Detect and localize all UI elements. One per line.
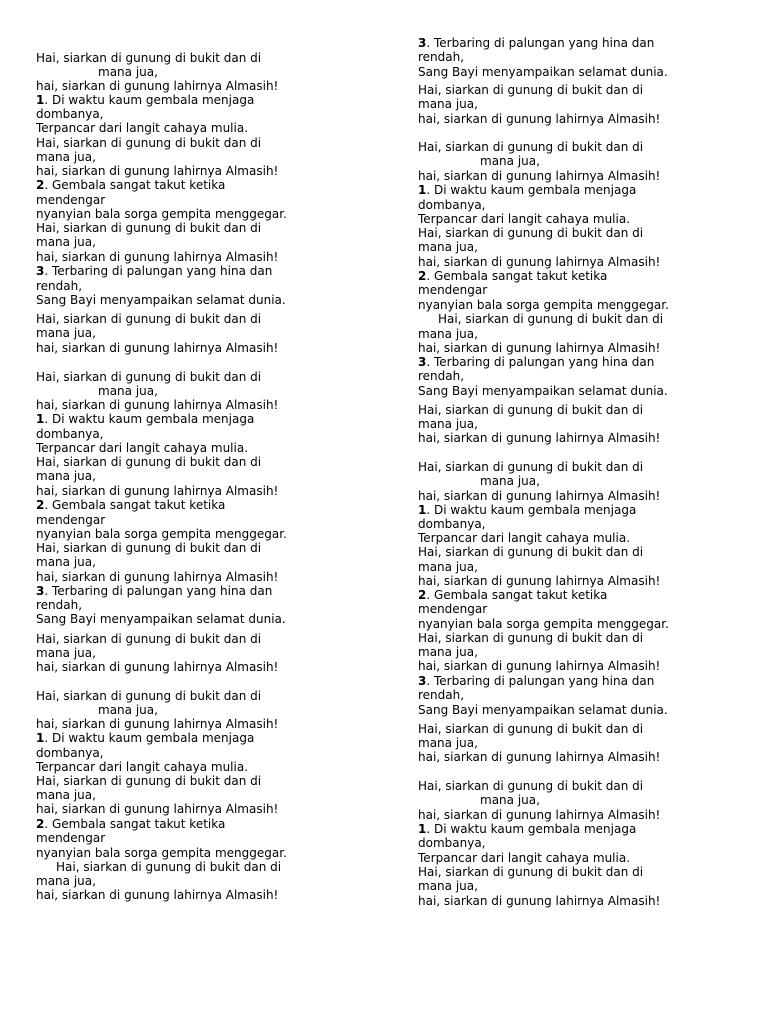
lyric-text: hai, siarkan di gunung lahirnya Almasih! [36,484,279,498]
lyric-line [418,97,478,111]
lyric-line [36,207,287,221]
lyric-line [418,674,654,688]
lyric-line [438,312,663,326]
lyric-line [36,279,82,293]
lyric-text: . Terbaring di palungan yang hina dan [426,36,655,50]
lyric-line [98,384,158,398]
lyric-text: . Gembala sangat takut ketika [44,498,226,512]
lyric-text: nyanyian bala sorga gempita menggegar. [418,298,669,312]
lyric-line [418,240,478,254]
lyric-text: mana jua, [36,326,96,340]
lyric-line [418,574,660,588]
lyric-text: Hai, siarkan di gunung di bukit dan di [418,545,644,559]
lyric-line [418,808,660,822]
lyric-text: Terpancar dari langit cahaya mulia. [36,760,249,774]
lyric-text: Terpancar dari langit cahaya mulia. [418,212,631,226]
lyric-line [36,598,82,612]
lyric-text: . Gembala sangat takut ketika [44,817,226,831]
lyric-line [36,441,248,455]
verse-number: 3 [418,355,427,369]
lyric-line [36,178,225,192]
lyric-text: mana jua, [418,645,478,659]
lyric-line [36,51,261,65]
lyric-text: hai, siarkan di gunung lahirnya Almasih! [36,164,279,178]
lyric-line [36,398,278,412]
lyric-line [418,198,486,212]
lyric-line [418,822,636,836]
lyric-line [56,860,281,874]
verse-number: 2 [36,498,45,512]
lyric-line [418,283,487,297]
lyric-line [36,584,272,598]
lyric-text: Hai, siarkan di gunung di bukit dan di [438,312,664,326]
lyric-text: mana jua, [418,736,478,750]
lyric-line [36,689,261,703]
lyric-line [480,474,540,488]
lyric-text: . Di waktu kaum gembala menjaga [426,503,637,517]
lyric-line [418,369,464,383]
lyric-text: mendengar [418,283,488,297]
lyric-text: dombanya, [36,427,104,441]
lyric-text: Hai, siarkan di gunung di bukit dan di [36,632,262,646]
lyric-text: Sang Bayi menyampaikan selamat dunia. [36,612,286,626]
lyric-line [418,545,643,559]
lyric-line [418,169,660,183]
lyric-line [36,341,278,355]
lyric-line [36,817,225,831]
lyric-text: rendah, [36,279,83,293]
lyric-text: . Terbaring di palungan yang hina dan [44,584,273,598]
lyric-text: Hai, siarkan di gunung di bukit dan di [36,541,262,555]
lyric-text: hai, siarkan di gunung lahirnya Almasih! [36,660,279,674]
lyric-text: Hai, siarkan di gunung di bukit dan di [418,460,644,474]
verse-number: 1 [418,822,427,836]
lyric-text: hai, siarkan di gunung lahirnya Almasih! [36,802,279,816]
lyric-line [418,83,643,97]
lyric-text: mana jua, [36,788,96,802]
lyric-line [36,264,272,278]
lyric-line [418,403,643,417]
lyric-line [36,164,278,178]
lyric-text: mana jua, [418,97,478,111]
lyric-text: dombanya, [418,836,486,850]
lyric-text: Hai, siarkan di gunung di bukit dan di [418,226,644,240]
lyric-text: mana jua, [36,235,96,249]
lyric-line [36,455,261,469]
lyric-line [36,221,261,235]
lyric-line [36,612,286,626]
lyric-text: mana jua, [480,474,540,488]
lyric-text: Hai, siarkan di gunung di bukit dan di [56,860,282,874]
lyric-line [418,255,660,269]
lyric-line [36,632,261,646]
lyric-text: hai, siarkan di gunung lahirnya Almasih! [36,250,279,264]
lyric-text: . Terbaring di palungan yang hina dan [426,674,655,688]
lyric-line [418,722,643,736]
lyric-line [418,112,660,126]
lyric-line [418,560,478,574]
lyric-text: mana jua, [418,327,478,341]
lyric-line [418,489,660,503]
lyric-text: hai, siarkan di gunung lahirnya Almasih! [36,717,279,731]
lyric-line [418,645,478,659]
lyric-line [36,660,278,674]
lyric-line [418,879,478,893]
lyric-text: hai, siarkan di gunung lahirnya Almasih! [36,888,279,902]
lyric-line [36,469,96,483]
lyric-line [418,617,669,631]
lyric-text: mendengar [36,831,106,845]
lyric-line [36,107,104,121]
lyric-text: nyanyian bala sorga gempita menggegar. [36,846,287,860]
lyric-line [36,312,261,326]
lyric-text: Hai, siarkan di gunung di bukit dan di [418,83,644,97]
lyric-text: Hai, siarkan di gunung di bukit dan di [418,631,644,645]
lyric-line [36,136,261,150]
lyric-text: Hai, siarkan di gunung di bukit dan di [418,779,644,793]
lyric-line [36,802,278,816]
lyric-text: . Di waktu kaum gembala menjaga [426,183,637,197]
lyric-line [418,631,643,645]
lyric-line [36,760,248,774]
lyric-text: rendah, [418,688,465,702]
lyric-text: mana jua, [418,560,478,574]
lyric-line [36,427,104,441]
verse-number: 3 [418,36,427,50]
lyric-text: hai, siarkan di gunung lahirnya Almasih! [418,489,661,503]
lyric-text: mana jua, [98,384,158,398]
lyric-text: mendengar [36,513,106,527]
lyric-text: Hai, siarkan di gunung di bukit dan di [418,403,644,417]
lyric-text: hai, siarkan di gunung lahirnya Almasih! [418,750,661,764]
lyric-line [36,831,105,845]
lyric-text: Terpancar dari langit cahaya mulia. [418,531,631,545]
lyric-text: . Di waktu kaum gembala menjaga [44,412,255,426]
lyric-line [418,865,643,879]
lyric-text: rendah, [418,50,465,64]
verse-number: 3 [418,674,427,688]
lyric-text: rendah, [418,369,465,383]
lyric-text: Sang Bayi menyampaikan selamat dunia. [418,703,668,717]
lyric-text: hai, siarkan di gunung lahirnya Almasih! [418,255,661,269]
lyric-text: mana jua, [36,874,96,888]
lyric-line [418,531,630,545]
verse-number: 2 [36,178,45,192]
lyric-text: Hai, siarkan di gunung di bukit dan di [36,221,262,235]
lyric-line [418,140,643,154]
lyric-text: Sang Bayi menyampaikan selamat dunia. [36,293,286,307]
lyric-text: Terpancar dari langit cahaya mulia. [36,441,249,455]
lyric-line [418,703,668,717]
lyric-text: . Terbaring di palungan yang hina dan [426,355,655,369]
lyric-line [36,150,96,164]
lyric-text: Hai, siarkan di gunung di bukit dan di [418,865,644,879]
lyric-text: mana jua, [36,150,96,164]
lyric-text: dombanya, [36,746,104,760]
lyric-text: nyanyian bala sorga gempita menggegar. [36,527,287,541]
verse-number: 2 [418,269,427,283]
lyric-line [418,65,668,79]
lyric-text: hai, siarkan di gunung lahirnya Almasih! [418,659,661,673]
lyric-text: Terpancar dari langit cahaya mulia. [418,851,631,865]
lyric-text: mana jua, [98,65,158,79]
lyric-text: nyanyian bala sorga gempita menggegar. [36,207,287,221]
lyric-text: Hai, siarkan di gunung di bukit dan di [418,140,644,154]
lyric-text: Sang Bayi menyampaikan selamat dunia. [418,384,668,398]
lyric-text: mana jua, [418,240,478,254]
lyric-line [36,746,104,760]
lyric-line [480,154,540,168]
lyric-text: Hai, siarkan di gunung di bukit dan di [418,722,644,736]
lyric-line [418,341,660,355]
lyric-line [418,602,487,616]
lyric-text: dombanya, [418,198,486,212]
verse-number: 2 [36,817,45,831]
lyric-text: . Gembala sangat takut ketika [426,588,608,602]
lyric-text: hai, siarkan di gunung lahirnya Almasih! [418,894,661,908]
lyric-line [36,541,261,555]
lyric-line [418,517,486,531]
lyric-line [418,384,668,398]
lyric-text: Hai, siarkan di gunung di bukit dan di [36,455,262,469]
lyric-line [418,269,607,283]
lyric-line [36,498,225,512]
lyric-line [418,836,486,850]
lyric-line [418,36,654,50]
lyric-text: hai, siarkan di gunung lahirnya Almasih! [418,112,661,126]
lyric-text: dombanya, [418,517,486,531]
lyric-text: . Di waktu kaum gembala menjaga [426,822,637,836]
lyric-text: hai, siarkan di gunung lahirnya Almasih! [418,574,661,588]
lyric-text: hai, siarkan di gunung lahirnya Almasih! [418,341,661,355]
lyric-text: . Di waktu kaum gembala menjaga [44,93,255,107]
lyric-line [480,793,540,807]
lyric-text: Hai, siarkan di gunung di bukit dan di [36,312,262,326]
lyric-line [418,417,478,431]
lyric-line [36,326,96,340]
lyric-line [36,788,96,802]
lyric-text: mana jua, [418,879,478,893]
lyric-text: . Gembala sangat takut ketika [426,269,608,283]
lyric-line [418,50,464,64]
lyric-line [36,121,248,135]
lyric-line [36,731,254,745]
lyric-line [36,527,287,541]
lyric-text: Terpancar dari langit cahaya mulia. [36,121,249,135]
lyric-text: mana jua, [36,469,96,483]
lyric-line [36,293,286,307]
verse-number: 1 [36,731,45,745]
lyric-line [36,370,261,384]
lyric-line [418,460,643,474]
lyric-line [36,412,254,426]
verse-number: 3 [36,264,45,278]
lyric-text: . Terbaring di palungan yang hina dan [44,264,273,278]
lyric-line [418,327,478,341]
lyric-line [36,717,278,731]
lyric-line [418,851,630,865]
lyric-line [418,688,464,702]
lyric-text: hai, siarkan di gunung lahirnya Almasih! [418,169,661,183]
verse-number: 3 [36,584,45,598]
lyric-text: Hai, siarkan di gunung di bukit dan di [36,51,262,65]
lyric-text: mana jua, [418,417,478,431]
lyric-text: mana jua, [36,646,96,660]
lyric-line [418,355,654,369]
lyric-line [36,79,278,93]
lyric-text: Hai, siarkan di gunung di bukit dan di [36,689,262,703]
lyric-text: Hai, siarkan di gunung di bukit dan di [36,370,262,384]
lyric-text: mendengar [36,193,106,207]
lyric-line [36,484,278,498]
lyric-line [418,212,630,226]
lyric-text: . Gembala sangat takut ketika [44,178,226,192]
verse-number: 2 [418,588,427,602]
lyric-line [36,874,96,888]
lyric-line [418,736,478,750]
lyric-text: . Di waktu kaum gembala menjaga [44,731,255,745]
lyric-text: mana jua, [98,703,158,717]
lyric-line [418,226,643,240]
lyric-line [418,894,660,908]
lyric-text: hai, siarkan di gunung lahirnya Almasih! [36,398,279,412]
lyric-text: nyanyian bala sorga gempita menggegar. [418,617,669,631]
lyric-line [418,659,660,673]
lyric-line [418,298,669,312]
lyric-text: Hai, siarkan di gunung di bukit dan di [36,136,262,150]
lyric-line [36,93,254,107]
lyric-line [418,431,660,445]
lyric-line [418,183,636,197]
lyric-text: Sang Bayi menyampaikan selamat dunia. [418,65,668,79]
lyric-text: dombanya, [36,107,104,121]
lyric-text: hai, siarkan di gunung lahirnya Almasih! [418,808,661,822]
lyric-line [36,570,278,584]
lyric-text: mana jua, [36,555,96,569]
lyric-line [98,65,158,79]
lyric-line [36,555,96,569]
verse-number: 1 [418,183,427,197]
lyric-line [36,513,105,527]
lyric-line [98,703,158,717]
lyric-text: mana jua, [480,154,540,168]
verse-number: 1 [36,412,45,426]
verse-number: 1 [36,93,45,107]
lyric-line [36,646,96,660]
lyric-text: hai, siarkan di gunung lahirnya Almasih! [36,79,279,93]
lyric-line [36,888,278,902]
lyric-line [36,235,96,249]
lyric-line [418,503,636,517]
lyric-text: hai, siarkan di gunung lahirnya Almasih! [36,341,279,355]
lyric-text: hai, siarkan di gunung lahirnya Almasih! [418,431,661,445]
lyric-line [36,250,278,264]
lyric-line [418,750,660,764]
lyric-text: mana jua, [480,793,540,807]
lyric-text: rendah, [36,598,83,612]
lyric-line [36,774,261,788]
verse-number: 1 [418,503,427,517]
lyric-line [418,779,643,793]
lyric-line [36,193,105,207]
lyric-line [36,846,287,860]
lyric-text: mendengar [418,602,488,616]
lyric-text: Hai, siarkan di gunung di bukit dan di [36,774,262,788]
lyric-line [418,588,607,602]
lyric-text: hai, siarkan di gunung lahirnya Almasih! [36,570,279,584]
